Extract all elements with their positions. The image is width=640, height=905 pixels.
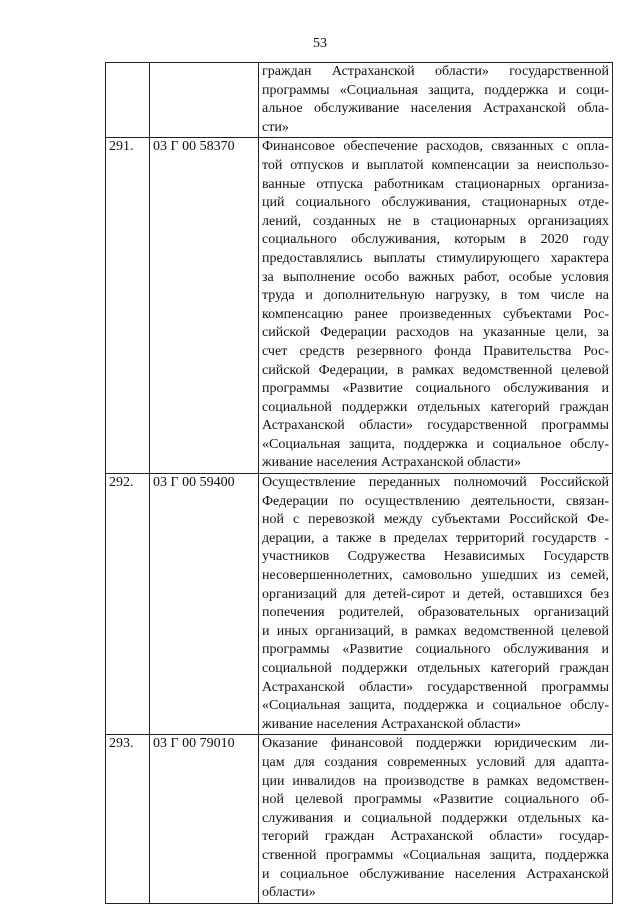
page-number: 53 <box>313 36 327 51</box>
description-line: сти» <box>262 119 289 135</box>
description-line: счет средств резервного фонда Правительства Рос- <box>262 343 609 359</box>
description-line: живание населения Астраханской области» <box>262 716 522 732</box>
description-line: компенсацию ранее произведенных субъектами Рос- <box>262 306 609 322</box>
description-line: Астраханской области» государственной программы <box>262 418 609 434</box>
classification-code <box>150 63 259 138</box>
description-line: ной с перевозкой между субъектами Российской Фе- <box>262 512 609 528</box>
description-line: сийской Федерации, в рамках ведомственной целевой <box>262 362 609 378</box>
description-line: программы «Развитие социального обслуживания и <box>262 381 609 397</box>
table-row <box>106 63 613 138</box>
description-line: несовершеннолетних, самовольно ушедших из семей, <box>262 568 609 584</box>
description-line: труда и дополнительную нагрузку, в том числе на <box>262 288 609 304</box>
description-line: социальной поддержки отдельных категорий граждан <box>262 661 609 676</box>
description-line: сийской Федерации расходов на указанные цели, за <box>262 325 609 341</box>
description-line: той отпусков и выплатой компенсации за неиспользо- <box>262 157 609 173</box>
description-line: ной целевой программы «Развитие социального об- <box>262 792 609 808</box>
description-line: области» <box>262 885 316 901</box>
classification-code: 03 Г 00 59400 <box>150 474 259 735</box>
table-row <box>106 735 613 903</box>
description-line: организаций для детей-сирот и детей, оставшихся без <box>262 586 609 602</box>
description-line: альное обслуживание населения Астраханской обла- <box>262 101 609 117</box>
classification-code: 03 Г 00 79010 <box>150 735 259 903</box>
description-line: социального обслуживания, которым в 2020 году <box>262 232 609 248</box>
description-line: граждан Астраханской области» государственной <box>262 64 609 79</box>
description-line: ций социального обслуживания, стационарных отде- <box>262 195 609 211</box>
description-line: ственной программы «Социальная защита, поддержка <box>262 847 609 863</box>
description-line: и иных организаций, в рамках ведомственной целевой <box>262 623 609 639</box>
budget-classification-table <box>105 62 613 904</box>
description-line: и социальное обслуживание населения Астраханской <box>262 866 609 882</box>
row-number: 292. <box>106 474 150 735</box>
description-line: Федерации по осуществлению деятельности, связан- <box>262 493 609 509</box>
table-row <box>106 474 613 735</box>
description-line: ванные отпуска работникам стационарных организа- <box>262 176 609 192</box>
classification-code: 03 Г 00 58370 <box>150 138 259 474</box>
description-line: Финансовое обеспечение расходов, связанных с опла- <box>262 139 609 155</box>
description-line: ции инвалидов на производстве в рамках ведомствен- <box>262 773 609 789</box>
description-line: служивания и социальной поддержки отдельных ка- <box>262 810 609 826</box>
description-line: социальной поддержки отдельных категорий граждан <box>262 399 609 415</box>
description-line: дерации, а также в пределах территорий государств - <box>262 530 609 546</box>
description-line: участников Содружества Независимых Государств <box>262 549 609 565</box>
row-number <box>106 63 150 138</box>
row-number: 293. <box>106 735 150 903</box>
description-line: Оказание финансовой поддержки юридическим ли- <box>262 736 609 752</box>
description-line: цам для создания современных условий для адапта- <box>262 754 609 770</box>
description-line: программы «Развитие социального обслуживания и <box>262 642 609 658</box>
description-line: тегорий граждан Астраханской области» государ- <box>262 829 609 845</box>
expense-description <box>259 63 613 138</box>
description-line: предоставлялись выплаты стимулирующего характера <box>262 250 609 266</box>
description-line: лений, созданных не в стационарных организациях <box>262 213 609 229</box>
expense-description <box>259 138 613 474</box>
description-line: за выполнение особо важных работ, особые условия <box>262 269 609 285</box>
description-line: программы «Социальная защита, поддержка и соци- <box>262 82 609 98</box>
description-line: «Социальная защита, поддержка и социальное обслу- <box>262 436 609 452</box>
table-row <box>106 138 613 474</box>
description-line: «Социальная защита, поддержка и социальное обслу- <box>262 698 609 714</box>
expense-description <box>259 735 613 903</box>
description-line: попечения родителей, образовательных организаций <box>262 605 609 621</box>
description-line: живание населения Астраханской области» <box>262 455 522 471</box>
description-line: Осуществление переданных полномочий Российской <box>262 475 609 491</box>
expense-description <box>259 474 613 735</box>
description-line: Астраханской области» государственной программы <box>262 679 609 695</box>
row-number: 291. <box>106 138 150 474</box>
